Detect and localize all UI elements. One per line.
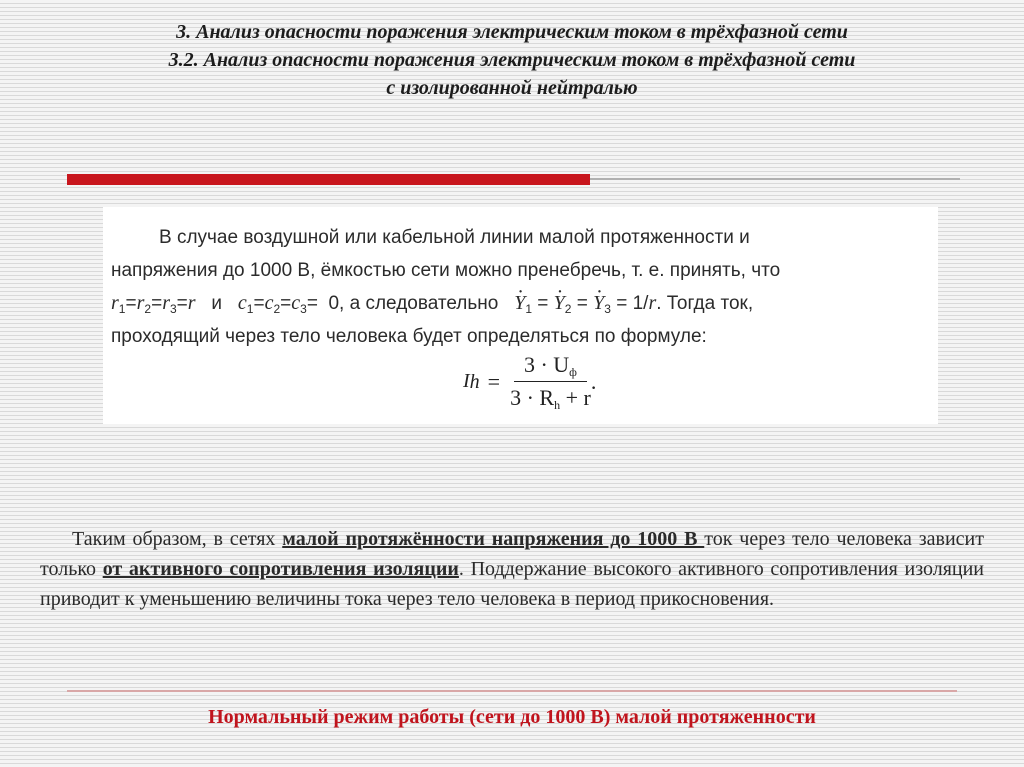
text-box <box>103 207 938 424</box>
bottom-divider <box>67 690 957 692</box>
admittance-formula: · $Y_1$ = · $Y_2$ = · $Y_3 = 1/r$ <box>514 293 656 314</box>
title-line-3: с изолированной нейтралью <box>386 77 638 99</box>
formula-denominator: $3 \cdot R_h + r$ <box>510 385 591 412</box>
gray-divider-line <box>590 178 960 180</box>
box-line-3: $r_1=r_2=r_3=r$ и $c_1=c_2=c_3= 0$, а следовательно · $Y_1$ = · $Y_2$ = · $Y_3 = 1/r$. Тогда ток, <box>111 293 753 314</box>
conclusion-paragraph: Таким образом, в сетях малой протяжённости напряжения до 1000 В ток через тело человека зависит только от активного сопротивления изоляции. Поддержание высокого активного сопротивления изоляции приводит к уменьшению величины тока через тело человека в период прикосновения. <box>40 528 985 610</box>
slide-title <box>40 18 984 102</box>
title-line-2: 3.2. Анализ опасности поражения электрическим током в трёхфазной сети <box>168 49 856 71</box>
box-line-1: В случае воздушной или кабельной линии малой протяженности и <box>159 227 750 248</box>
underlined-phrase-1: малой протяжённости напряжения до 1000 В <box>282 528 705 550</box>
current-formula: I h = $\frac{3 \cdot U_ф}{3 \cdot R_h + r}$ . <box>463 352 597 412</box>
footer-caption: Нормальный режим работы (сети до 1000 В) малой протяженности <box>208 706 816 728</box>
box-text <box>111 221 933 353</box>
formula-numerator: $3 \cdot U_ф$ <box>514 352 587 382</box>
title-line-1: 3. Анализ опасности поражения электрическим током в трёхфазной сети <box>176 21 848 43</box>
box-line-2: напряжения до 1000 В, ёмкостью сети можно пренебречь, т. е. принять, что <box>111 260 781 281</box>
box-line-4: проходящий через тело человека будет определяться по формуле: <box>111 326 707 347</box>
red-divider-bar <box>67 174 590 185</box>
underlined-phrase-2: от активного сопротивления изоляции <box>102 558 459 580</box>
formula-fraction <box>510 352 591 411</box>
